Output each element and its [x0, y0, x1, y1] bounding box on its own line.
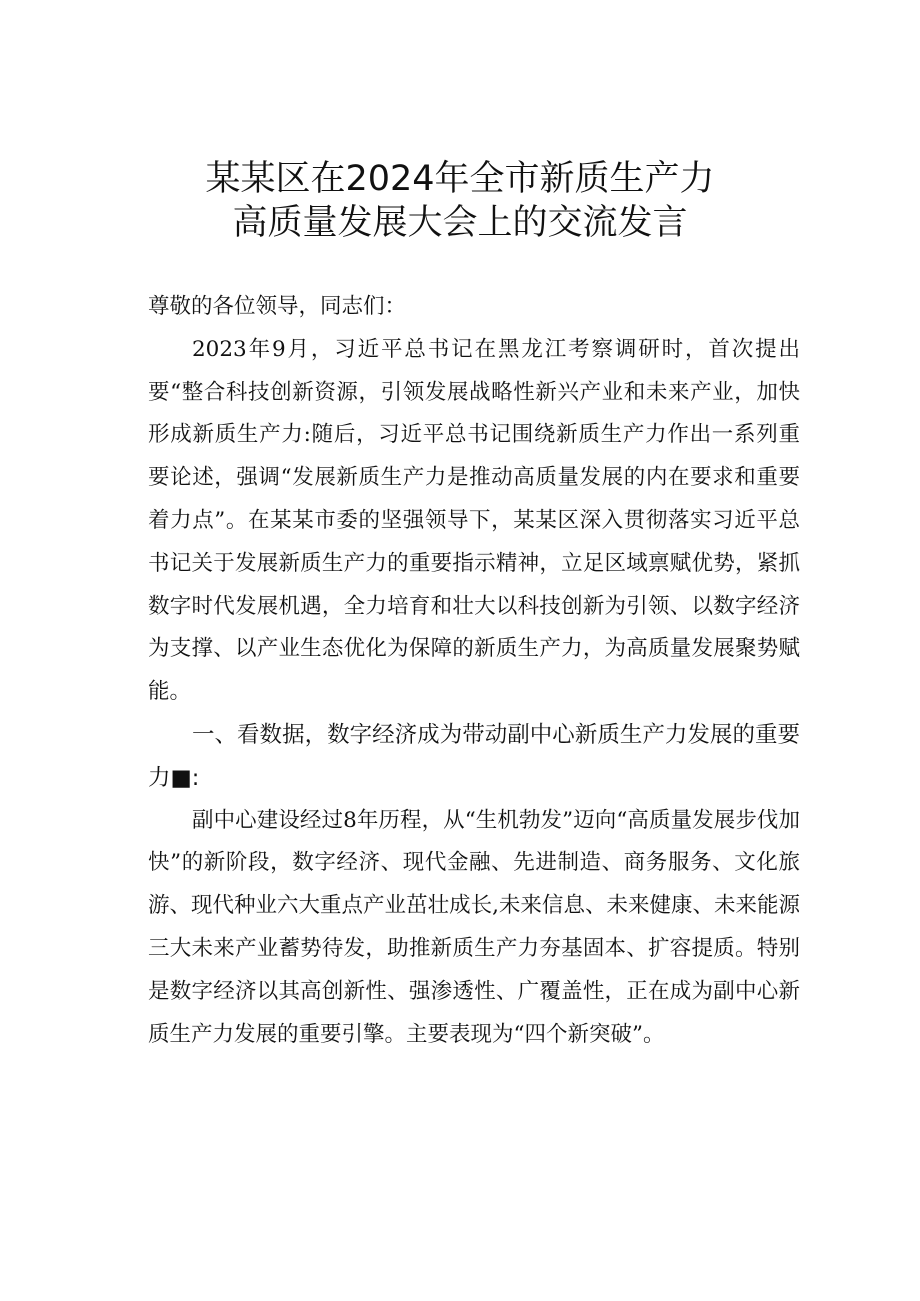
salutation: 尊敬的各位领导，同志们：	[148, 294, 407, 319]
document-title-line-1: 某某区在2024年全市新质生产力	[205, 159, 715, 199]
paragraph-digital-economy: 副中心建设经过8年历程，从“生机勃发”迈向“高质量发展步伐加快”的新阶段，数字经济、现代金融、先进制造、商务服务、文化旅游、现代种业六大重点产业茁壮成长,未来信息、未来健康、未来能源三大未来产业蓄势待发，助推新质生产力夯基固本、扩容提质。特别是数字经济以其高创新性、强渗透性、广覆盖性，正在成为副中心新质生产力发展的重要引擎。主要表现为“四个新突破”。	[148, 807, 800, 1047]
document-body	[148, 286, 800, 1056]
paragraph-intro: 2023年9月，习近平总书记在黑龙江考察调研时，首次提出要“整合科技创新资源，引领发展战略性新兴产业和未来产业，加快形成新质生产力:随后，习近平总书记围绕新质生产力作出一系列重要论述，强调“发展新质生产力是推动高质量发展的内在要求和重要着力点”。在某某市委的坚强领导下，某某区深入贯彻落实习近平总书记关于发展新质生产力的重要指示精神，立足区域禀赋优势，紧抓数字时代发展机遇，全力培育和壮大以科技创新为引领、以数字经济为支撑、以产业生态优化为保障的新质生产力，为高质量发展聚势赋能。	[148, 336, 800, 705]
document-title-line-2: 高质量发展大会上的交流发言	[232, 203, 688, 243]
section-heading-1: 一、看数据，数字经济成为带动副中心新质生产力发展的重要力■:	[148, 721, 800, 791]
